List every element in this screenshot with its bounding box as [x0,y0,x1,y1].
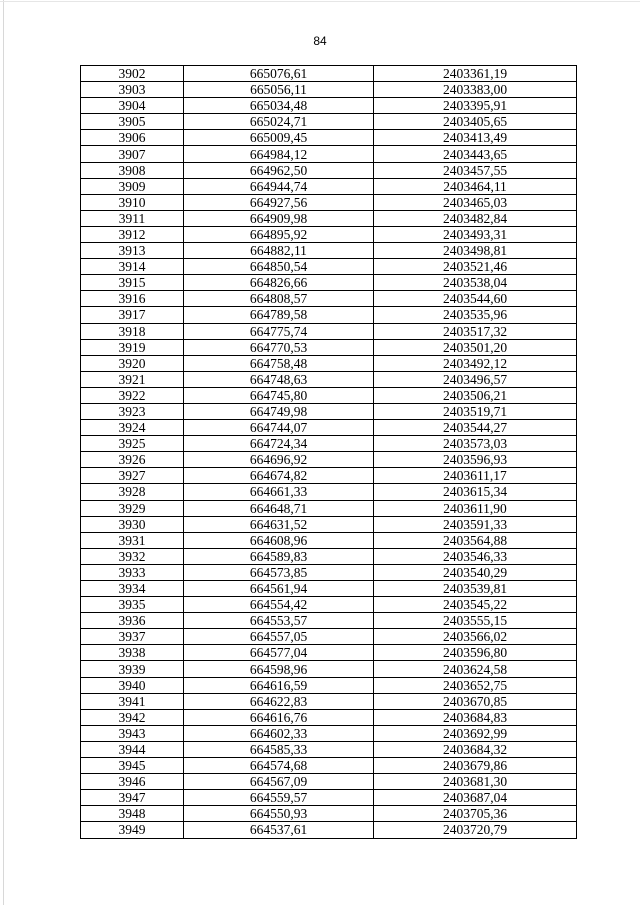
point-number-cell: 3929 [81,500,184,516]
y-coordinate-cell: 2403684,32 [374,741,577,757]
y-coordinate-cell: 2403652,75 [374,677,577,693]
x-coordinate-cell: 664882,11 [184,243,374,259]
table-row [81,194,577,210]
point-number-cell: 3949 [81,822,184,838]
y-coordinate-cell: 2403544,60 [374,291,577,307]
point-number-cell: 3921 [81,371,184,387]
x-coordinate-cell: 664724,34 [184,436,374,452]
table-row [81,774,577,790]
y-coordinate-cell: 2403687,04 [374,790,577,806]
x-coordinate-cell: 664537,61 [184,822,374,838]
point-number-cell: 3939 [81,661,184,677]
table-row [81,243,577,259]
table-row [81,629,577,645]
table-row [81,226,577,242]
table-row [81,387,577,403]
point-number-cell: 3923 [81,403,184,419]
table-row [81,114,577,130]
table-row [81,323,577,339]
y-coordinate-cell: 2403540,29 [374,564,577,580]
point-number-cell: 3905 [81,114,184,130]
point-number-cell: 3942 [81,709,184,725]
x-coordinate-cell: 664631,52 [184,516,374,532]
y-coordinate-cell: 2403546,33 [374,548,577,564]
table-row [81,516,577,532]
table-row [81,436,577,452]
point-number-cell: 3928 [81,484,184,500]
y-coordinate-cell: 2403361,19 [374,66,577,82]
x-coordinate-cell: 664574,68 [184,758,374,774]
point-number-cell: 3915 [81,275,184,291]
point-number-cell: 3925 [81,436,184,452]
y-coordinate-cell: 2403482,84 [374,210,577,226]
table-row [81,581,577,597]
table-row [81,452,577,468]
x-coordinate-cell: 664789,58 [184,307,374,323]
x-coordinate-cell: 664616,76 [184,709,374,725]
point-number-cell: 3914 [81,259,184,275]
point-number-cell: 3933 [81,564,184,580]
point-number-cell: 3919 [81,339,184,355]
y-coordinate-cell: 2403383,00 [374,82,577,98]
table-row [81,98,577,114]
point-number-cell: 3935 [81,597,184,613]
y-coordinate-cell: 2403624,58 [374,661,577,677]
table-row [81,790,577,806]
table-row [81,371,577,387]
x-coordinate-cell: 664661,33 [184,484,374,500]
y-coordinate-cell: 2403573,03 [374,436,577,452]
y-coordinate-cell: 2403538,04 [374,275,577,291]
y-coordinate-cell: 2403405,65 [374,114,577,130]
table-row [81,806,577,822]
point-number-cell: 3908 [81,162,184,178]
table-row [81,548,577,564]
x-coordinate-cell: 664808,57 [184,291,374,307]
table-row [81,275,577,291]
x-coordinate-cell: 664573,85 [184,564,374,580]
y-coordinate-cell: 2403395,91 [374,98,577,114]
y-coordinate-cell: 2403498,81 [374,243,577,259]
table-row [81,725,577,741]
x-coordinate-cell: 664748,63 [184,371,374,387]
y-coordinate-cell: 2403443,65 [374,146,577,162]
point-number-cell: 3906 [81,130,184,146]
x-coordinate-cell: 664561,94 [184,581,374,597]
table-row [81,564,577,580]
point-number-cell: 3943 [81,725,184,741]
y-coordinate-cell: 2403496,57 [374,371,577,387]
y-coordinate-cell: 2403539,81 [374,581,577,597]
table-row [81,661,577,677]
x-coordinate-cell: 664554,42 [184,597,374,613]
table-row [81,403,577,419]
scan-edge-top [0,1,640,2]
x-coordinate-cell: 664984,12 [184,146,374,162]
point-number-cell: 3946 [81,774,184,790]
y-coordinate-cell: 2403464,11 [374,178,577,194]
y-coordinate-cell: 2403705,36 [374,806,577,822]
x-coordinate-cell: 664585,33 [184,741,374,757]
x-coordinate-cell: 664927,56 [184,194,374,210]
table-row [81,178,577,194]
y-coordinate-cell: 2403521,46 [374,259,577,275]
point-number-cell: 3910 [81,194,184,210]
table-row [81,291,577,307]
y-coordinate-cell: 2403544,27 [374,420,577,436]
x-coordinate-cell: 664602,33 [184,725,374,741]
x-coordinate-cell: 665024,71 [184,114,374,130]
y-coordinate-cell: 2403720,79 [374,822,577,838]
x-coordinate-cell: 664559,57 [184,790,374,806]
x-coordinate-cell: 664775,74 [184,323,374,339]
x-coordinate-cell: 665034,48 [184,98,374,114]
coordinates-table-body [81,66,577,839]
x-coordinate-cell: 664895,92 [184,226,374,242]
point-number-cell: 3948 [81,806,184,822]
point-number-cell: 3941 [81,693,184,709]
x-coordinate-cell: 664577,04 [184,645,374,661]
x-coordinate-cell: 664648,71 [184,500,374,516]
x-coordinate-cell: 665009,45 [184,130,374,146]
table-row [81,741,577,757]
coordinates-table [80,65,577,839]
table-row [81,484,577,500]
x-coordinate-cell: 664744,07 [184,420,374,436]
point-number-cell: 3911 [81,210,184,226]
point-number-cell: 3902 [81,66,184,82]
table-row [81,210,577,226]
y-coordinate-cell: 2403519,71 [374,403,577,419]
y-coordinate-cell: 2403611,90 [374,500,577,516]
scan-edge-left [3,0,4,905]
x-coordinate-cell: 664589,83 [184,548,374,564]
point-number-cell: 3931 [81,532,184,548]
table-row [81,500,577,516]
y-coordinate-cell: 2403545,22 [374,597,577,613]
table-row [81,677,577,693]
y-coordinate-cell: 2403555,15 [374,613,577,629]
x-coordinate-cell: 664770,53 [184,339,374,355]
x-coordinate-cell: 664622,83 [184,693,374,709]
table-row [81,259,577,275]
point-number-cell: 3909 [81,178,184,194]
point-number-cell: 3904 [81,98,184,114]
table-row [81,645,577,661]
y-coordinate-cell: 2403413,49 [374,130,577,146]
y-coordinate-cell: 2403501,20 [374,339,577,355]
y-coordinate-cell: 2403493,31 [374,226,577,242]
x-coordinate-cell: 664962,50 [184,162,374,178]
point-number-cell: 3936 [81,613,184,629]
x-coordinate-cell: 664745,80 [184,387,374,403]
table-row [81,613,577,629]
table-row [81,146,577,162]
x-coordinate-cell: 664944,74 [184,178,374,194]
y-coordinate-cell: 2403596,93 [374,452,577,468]
table-row [81,693,577,709]
table-row [81,758,577,774]
table-row [81,162,577,178]
y-coordinate-cell: 2403492,12 [374,355,577,371]
point-number-cell: 3938 [81,645,184,661]
point-number-cell: 3930 [81,516,184,532]
point-number-cell: 3912 [81,226,184,242]
x-coordinate-cell: 665076,61 [184,66,374,82]
y-coordinate-cell: 2403670,85 [374,693,577,709]
x-coordinate-cell: 664608,96 [184,532,374,548]
table-row [81,468,577,484]
table-row [81,709,577,725]
table-row [81,597,577,613]
table-row [81,66,577,82]
x-coordinate-cell: 664616,59 [184,677,374,693]
x-coordinate-cell: 664550,93 [184,806,374,822]
x-coordinate-cell: 665056,11 [184,82,374,98]
point-number-cell: 3917 [81,307,184,323]
y-coordinate-cell: 2403611,17 [374,468,577,484]
point-number-cell: 3922 [81,387,184,403]
table-row [81,339,577,355]
table-row [81,420,577,436]
y-coordinate-cell: 2403517,32 [374,323,577,339]
point-number-cell: 3947 [81,790,184,806]
y-coordinate-cell: 2403692,99 [374,725,577,741]
table-row [81,822,577,838]
point-number-cell: 3932 [81,548,184,564]
x-coordinate-cell: 664598,96 [184,661,374,677]
x-coordinate-cell: 664749,98 [184,403,374,419]
y-coordinate-cell: 2403681,30 [374,774,577,790]
point-number-cell: 3920 [81,355,184,371]
point-number-cell: 3907 [81,146,184,162]
point-number-cell: 3937 [81,629,184,645]
x-coordinate-cell: 664909,98 [184,210,374,226]
x-coordinate-cell: 664567,09 [184,774,374,790]
y-coordinate-cell: 2403684,83 [374,709,577,725]
point-number-cell: 3913 [81,243,184,259]
point-number-cell: 3918 [81,323,184,339]
point-number-cell: 3924 [81,420,184,436]
point-number-cell: 3934 [81,581,184,597]
point-number-cell: 3927 [81,468,184,484]
y-coordinate-cell: 2403615,34 [374,484,577,500]
y-coordinate-cell: 2403591,33 [374,516,577,532]
point-number-cell: 3903 [81,82,184,98]
table-row [81,82,577,98]
point-number-cell: 3940 [81,677,184,693]
y-coordinate-cell: 2403535,96 [374,307,577,323]
x-coordinate-cell: 664758,48 [184,355,374,371]
x-coordinate-cell: 664553,57 [184,613,374,629]
y-coordinate-cell: 2403457,55 [374,162,577,178]
x-coordinate-cell: 664826,66 [184,275,374,291]
y-coordinate-cell: 2403564,88 [374,532,577,548]
point-number-cell: 3945 [81,758,184,774]
table-row [81,307,577,323]
x-coordinate-cell: 664696,92 [184,452,374,468]
y-coordinate-cell: 2403566,02 [374,629,577,645]
table-row [81,532,577,548]
y-coordinate-cell: 2403506,21 [374,387,577,403]
table-row [81,355,577,371]
point-number-cell: 3916 [81,291,184,307]
point-number-cell: 3926 [81,452,184,468]
y-coordinate-cell: 2403465,03 [374,194,577,210]
x-coordinate-cell: 664674,82 [184,468,374,484]
y-coordinate-cell: 2403596,80 [374,645,577,661]
x-coordinate-cell: 664850,54 [184,259,374,275]
x-coordinate-cell: 664557,05 [184,629,374,645]
page-number: 84 [313,34,327,48]
point-number-cell: 3944 [81,741,184,757]
table-row [81,130,577,146]
y-coordinate-cell: 2403679,86 [374,758,577,774]
